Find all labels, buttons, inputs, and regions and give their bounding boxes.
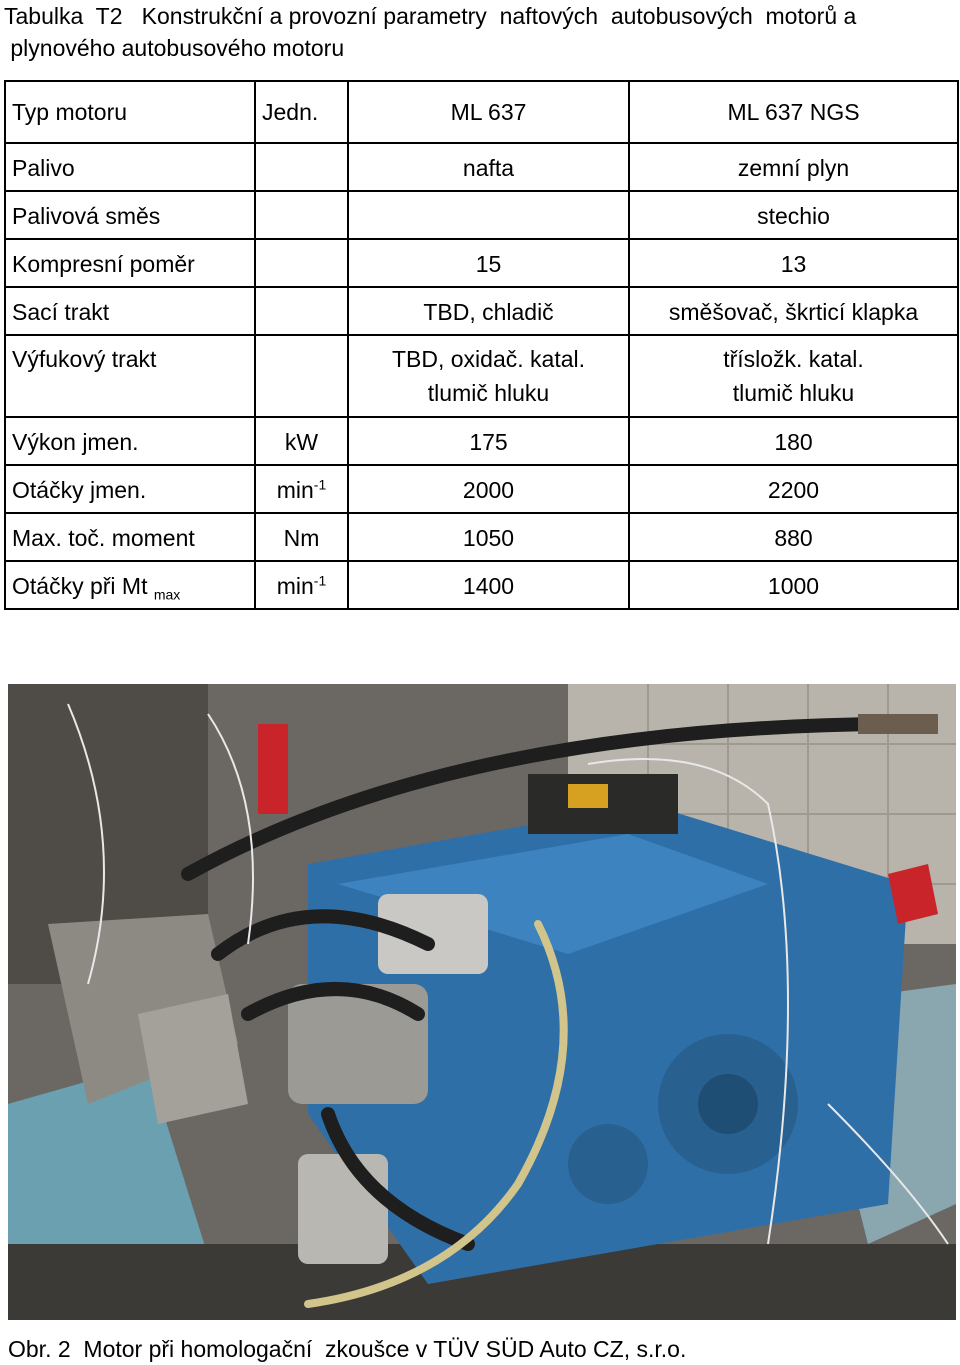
row-unit <box>255 335 348 417</box>
row-col1-line1: TBD, oxidač. katal. <box>391 346 586 372</box>
figure-caption: Obr. 2 Motor při homologační zkoušce v TÜV SÜD Auto CZ, s.r.o. <box>8 1336 687 1362</box>
row-col2: 880 <box>629 513 958 561</box>
header-col1: ML 637 <box>348 81 629 143</box>
row-col1: nafta <box>348 143 629 191</box>
row-col2: 13 <box>629 239 958 287</box>
row-unit: $\min^{-1}$ <box>255 561 348 609</box>
row-col2: 1000 <box>629 561 958 609</box>
row-param: Otáčky jmen. <box>5 465 255 513</box>
table-row <box>5 335 958 417</box>
row-col1: 2000 <box>348 465 629 513</box>
row-col1 <box>348 191 629 239</box>
row-param: Výfukový trakt <box>5 335 255 417</box>
row-param: Palivo <box>5 143 255 191</box>
row-param: Sací trakt <box>5 287 255 335</box>
row-unit <box>255 287 348 335</box>
table-caption: Tabulka T2 Konstrukční a provozní parametry naftových autobusových motorů a plynového autobusového motoru <box>4 3 857 61</box>
table-row <box>5 287 958 335</box>
row-unit <box>255 143 348 191</box>
row-col2: 180 <box>629 417 958 465</box>
row-col2: stechio <box>629 191 958 239</box>
row-col1: 15 <box>348 239 629 287</box>
row-col1: TBD, chladič <box>348 287 629 335</box>
table-row <box>5 143 958 191</box>
row-param: Max. toč. moment <box>5 513 255 561</box>
row-unit <box>255 191 348 239</box>
row-unit: $\min^{-1}$ <box>255 465 348 513</box>
row-col2 <box>629 335 958 417</box>
header-unit: Jedn. <box>255 81 348 143</box>
engine-parameters-table <box>4 80 959 610</box>
header-col2: ML 637 NGS <box>629 81 958 143</box>
table-row <box>5 239 958 287</box>
row-unit: Nm <box>255 513 348 561</box>
row-col1-line2: tlumič hluku <box>427 380 550 406</box>
table-row <box>5 465 958 513</box>
row-param: Palivová směs <box>5 191 255 239</box>
row-col1: 175 <box>348 417 629 465</box>
table-header-row <box>5 81 958 143</box>
row-col1: 1050 <box>348 513 629 561</box>
row-col1 <box>348 335 629 417</box>
table-row <box>5 191 958 239</box>
row-col2: zemní plyn <box>629 143 958 191</box>
row-col2-line2: tlumič hluku <box>732 380 855 406</box>
engine-photo <box>8 684 956 1320</box>
table-row <box>5 513 958 561</box>
header-param: Typ motoru <box>5 81 255 143</box>
row-col1: 1400 <box>348 561 629 609</box>
row-unit: kW <box>255 417 348 465</box>
row-col2: 2200 <box>629 465 958 513</box>
row-col2: směšovač, škrticí klapka <box>629 287 958 335</box>
table-row <box>5 417 958 465</box>
row-col2-line1: třísložk. katal. <box>723 346 864 372</box>
row-param: Výkon jmen. <box>5 417 255 465</box>
row-param: Kompresní poměr <box>5 239 255 287</box>
engine-photo-icon <box>8 684 956 1320</box>
row-unit <box>255 239 348 287</box>
row-param: Otáčky při Mt $_{max}$ <box>5 561 255 609</box>
table-row <box>5 561 958 609</box>
